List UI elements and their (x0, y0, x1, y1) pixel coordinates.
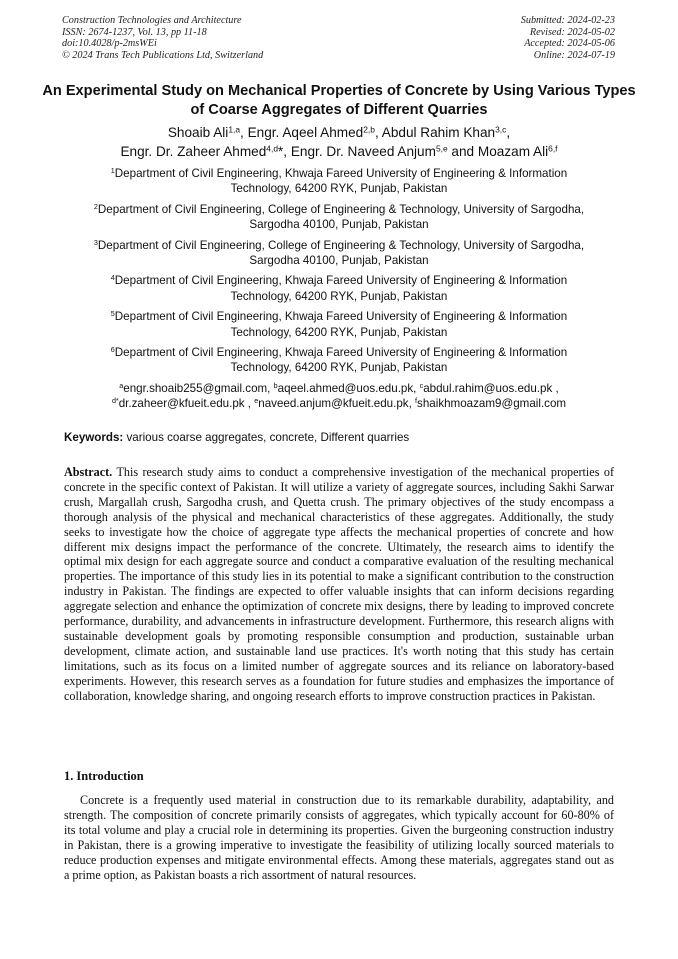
affiliation-line: Department of Civil Engineering, Khwaja Fareed University of Engineering & Information (114, 310, 568, 324)
journal-doi[interactable]: doi:10.4028/p-2msWEi (62, 38, 157, 50)
author-sup: 2,b (363, 124, 375, 135)
journal-issn: ISSN: 2674-1237, Vol. 13, pp 11-18 (62, 26, 207, 38)
author-name: Shoaib Ali (167, 125, 229, 140)
author-name: Engr. Dr. Naveed Anjum (290, 143, 436, 159)
abstract (64, 465, 614, 704)
email-link[interactable]: naveed.anjum@kfueit.edu.pk, (258, 397, 416, 411)
author-name: Engr. Dr. Zaheer Ahmed (120, 143, 267, 159)
journal-name: Construction Technologies and Architecture (62, 15, 242, 26)
abstract-label: Abstract. (64, 465, 113, 479)
email-link[interactable]: dr.zaheer@kfueit.edu.pk , (118, 397, 255, 411)
affiliation (55, 238, 623, 269)
affiliation (55, 309, 623, 340)
author-name: Abdul Rahim Khan (381, 125, 496, 140)
author-sup: 1,a (228, 124, 241, 135)
email-sup: d* (111, 396, 119, 406)
paper-title: An Experimental Study on Mechanical Properties of Concrete by Using Various Types of Coarse Aggregates of Different Quarries (42, 83, 636, 118)
author-name: Moazam Ali (477, 143, 549, 159)
section-heading: 1. Introduction (64, 769, 144, 783)
journal-info (62, 15, 263, 61)
email-sup: c (419, 380, 424, 390)
affiliation-sup: 4 (110, 273, 115, 283)
keywords (64, 430, 624, 445)
email-list (55, 381, 623, 412)
affiliation-line: Department of Civil Engineering, Khwaja Fareed University of Engineering & Information (114, 274, 568, 288)
affiliation-line: Technology, 64200 RYK, Punjab, Pakistan (230, 289, 448, 303)
affiliation (55, 202, 623, 233)
affiliation-line: Sargodha 40100, Punjab, Pakistan (249, 254, 429, 268)
author-sep: *, (278, 143, 291, 159)
email-link[interactable]: shaikhmoazam9@gmail.com (417, 397, 567, 411)
affiliation-sup: 5 (110, 309, 115, 319)
author-sup: 5,e (435, 142, 448, 153)
email-sup: f (415, 396, 418, 406)
affiliation (55, 166, 623, 197)
revised-date: Revised: 2024-05-02 (529, 26, 615, 38)
affiliation-line: Department of Civil Engineering, College of Engineering & Technology, University of Sargodha, (97, 202, 585, 216)
affiliation-line: Department of Civil Engineering, Khwaja Fareed University of Engineering & Information (114, 346, 568, 360)
publication-dates (521, 15, 615, 61)
affiliation-line: Technology, 64200 RYK, Punjab, Pakistan (230, 361, 448, 375)
author-name: Engr. Aqeel Ahmed (247, 125, 364, 140)
abstract-text: This research study aims to conduct a comprehensive investigation of the mechanical properties of concrete in the specific context of Pakistan. It will utilize a variety of aggregate sources, including Sakhi Sarwar crush, Margallah crush, Sargodha crush, and Quetta crush. The primary objectives of the study encompass a thorough analysis of the physical and mechanical characteristics of these aggregates. Additionally, the study seeks to investigate how the choice of aggregate type affects the mechanical properties of concrete and how different mix designs impact the performance of the concrete. Ultimately, the research aims to identify the optimal mix design for each aggregate source and conduct a comparative evaluation of the resulting mechanical properties. The importance of this study lies in its potential to make a significant contribution to the construction industry in Pakistan. The findings are expected to offer valuable insights that can inform decisions regarding aggregate selection and enhance the optimization of concrete mix designs, there by leading to improved concrete performance, durability, and advancements in infrastructure development. Furthermore, this research aligns with sustainable development goals by promoting responsible consumption and production, sustainable urban development, climate action, and sustainable land use practices. It's worth noting that this study has certain limitations, such as its focus on a limited number of aggregate sources and its reliance on laboratory-based experiments. However, this research serves as a foundation for future studies and emphasizes the importance of collaboration, knowledge sharing, and ongoing research efforts to improve construction practices in Pakistan. (64, 465, 614, 703)
introduction-paragraph: Concrete is a frequently used material in construction due to its remarkable durability, adaptability, and strength. The composition of concrete primarily consists of aggregates, which typically account for 60-80% of its total volume and play a crucial role in determining its properties. Given the burgeoning construction industry in Pakistan, there is a growing imperative to investigate the feasibility of utilizing locally sourced materials to reduce production expenses and mitigate environmental effects. Among these materials, aggregates stand out as a prime option, as Pakistan boasts a rich assortment of natural resources. (64, 793, 614, 882)
author-sep: , (240, 125, 248, 140)
submitted-date: Submitted: 2024-02-23 (520, 15, 615, 26)
author-sep: and (447, 143, 478, 159)
email-sup: a (119, 380, 124, 390)
author-sep: , (374, 125, 382, 140)
affiliation-line: Department of Civil Engineering, College of Engineering & Technology, University of Sargodha, (97, 238, 585, 252)
email-sup: b (273, 380, 278, 390)
email-link[interactable]: abdul.rahim@uos.edu.pk , (423, 381, 559, 395)
email-link[interactable]: engr.shoaib255@gmail.com, (123, 381, 274, 395)
affiliation-line: Technology, 64200 RYK, Punjab, Pakistan (230, 325, 448, 339)
affiliation-sup: 3 (93, 237, 98, 247)
affiliation (55, 273, 623, 304)
author-sup: 6,f (548, 142, 558, 153)
accepted-date: Accepted: 2024-05-06 (524, 38, 615, 50)
affiliation-list (55, 166, 623, 412)
email-link[interactable]: aqeel.ahmed@uos.edu.pk, (277, 381, 420, 395)
keywords-text: various coarse aggregates, concrete, Different quarries (123, 431, 410, 444)
affiliation-line: Technology, 64200 RYK, Punjab, Pakistan (230, 182, 448, 196)
author-sup: 4,d (266, 142, 279, 153)
affiliation (55, 345, 623, 376)
online-date: Online: 2024-07-19 (533, 49, 615, 61)
author-sup: 3,c (495, 124, 507, 135)
journal-copyright: © 2024 Trans Tech Publications Ltd, Switzerland (62, 49, 264, 61)
affiliation-line: Sargodha 40100, Punjab, Pakistan (249, 218, 429, 232)
email-sup: e (254, 396, 259, 406)
affiliation-sup: 2 (93, 201, 98, 211)
affiliation-line: Department of Civil Engineering, Khwaja Fareed University of Engineering & Information (114, 167, 568, 180)
keywords-label: Keywords: (64, 431, 124, 444)
affiliation-sup: 6 (110, 345, 115, 355)
author-sep: , (506, 125, 511, 140)
author-list (30, 124, 648, 161)
affiliation-sup: 1 (110, 166, 115, 176)
